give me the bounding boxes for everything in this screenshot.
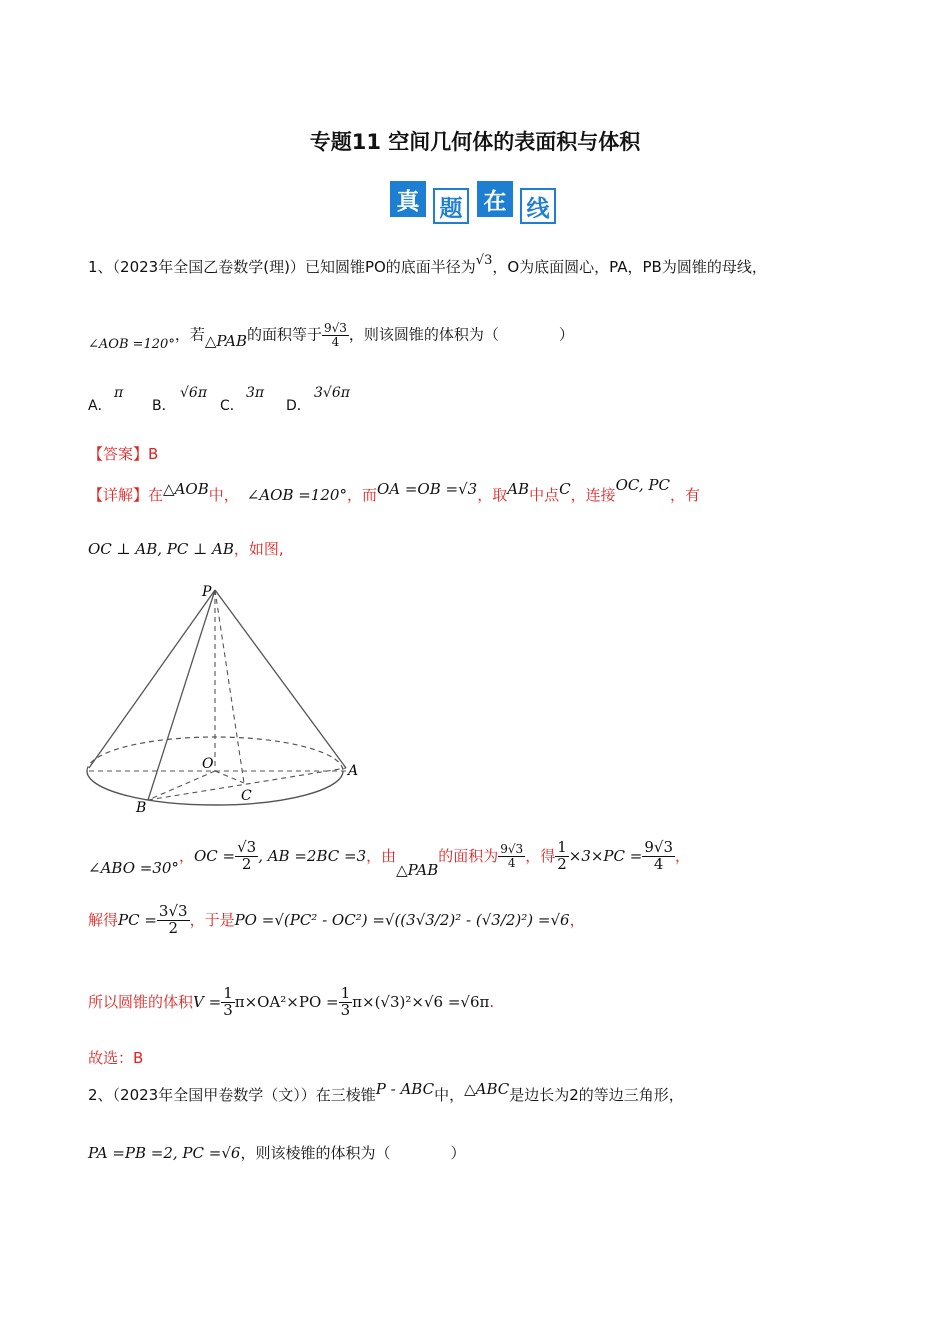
badge-char-1: 真 xyxy=(390,181,426,217)
q1-angle: ∠AOB =120° xyxy=(88,336,175,352)
segment-oc xyxy=(215,771,244,783)
third-num-2: 1 xyxy=(340,984,351,1002)
detail-text: ， xyxy=(569,910,585,929)
q1-text-c: ，若 xyxy=(174,325,205,344)
third-den-2: 3 xyxy=(340,1000,351,1019)
third-fraction-2 xyxy=(339,986,353,1019)
third-fraction-1 xyxy=(221,986,235,1019)
triangle-pab: △PAB xyxy=(396,860,439,879)
result-fraction xyxy=(642,840,675,873)
pc-fraction xyxy=(157,904,190,937)
detail-text: ， xyxy=(178,846,194,865)
detail-line-1 xyxy=(88,476,700,505)
detail-text: 所以圆锥的体积 xyxy=(88,992,194,1011)
result-den: 4 xyxy=(653,854,664,873)
detail-text: ，于是 xyxy=(189,910,235,929)
option-a-value: π xyxy=(114,385,124,401)
pc-num: 3√3 xyxy=(158,902,188,920)
angle-abo: ∠ABO =30° xyxy=(88,858,179,877)
detail-ab: AB xyxy=(507,480,530,498)
label-c: C xyxy=(241,788,252,804)
q2-text-d: ，则该棱锥的体积为（ ） xyxy=(240,1144,466,1162)
oc-equals: OC = xyxy=(193,846,236,865)
area-den: 4 xyxy=(507,855,516,870)
half-den: 2 xyxy=(557,854,567,873)
pc-den: 2 xyxy=(168,918,179,937)
q2-text-c: 是边长为2的等边三角形， xyxy=(509,1086,684,1104)
detail-text: ，有 xyxy=(669,486,700,504)
detail-line-2 xyxy=(88,538,284,559)
detail-text: ，而 xyxy=(346,486,377,504)
oc-frac-num: √3 xyxy=(237,838,257,856)
volume-v: V = xyxy=(193,992,222,1011)
option-a-label[interactable]: A． xyxy=(88,398,112,414)
third-den-1: 3 xyxy=(223,1000,233,1019)
label-a: A xyxy=(348,763,359,779)
q2-number: 2、 xyxy=(88,1086,113,1104)
half-num: 1 xyxy=(557,838,567,856)
segment-pc xyxy=(215,590,244,783)
label-o: O xyxy=(202,756,214,772)
badge-char-2: 题 xyxy=(433,188,469,224)
detail-text: ，取 xyxy=(477,486,508,504)
option-b-label[interactable]: B． xyxy=(152,398,176,414)
q1-text-b: ，O为底面圆心，PA，PB为圆锥的母线， xyxy=(492,258,767,276)
q1-text-a: 已知圆锥PO的底面半径为 xyxy=(304,258,476,276)
detail-text: ，如图, xyxy=(233,540,284,558)
detail-line-3 xyxy=(88,838,691,879)
q2-pyramid: P - ABC xyxy=(375,1080,435,1098)
area-fraction xyxy=(498,843,525,869)
result-num: 9√3 xyxy=(644,838,673,856)
detail-text: ，得 xyxy=(525,846,556,865)
q2-condition: PA =PB =2, PC =√6 xyxy=(88,1144,241,1162)
q2-line-1 xyxy=(88,1080,684,1105)
third-num-1: 1 xyxy=(223,984,233,1002)
pc-equals: PC = xyxy=(118,910,157,929)
option-c-value: 3π xyxy=(246,385,265,401)
q2-text-b: 中， xyxy=(434,1086,465,1104)
detail-text: ，连接 xyxy=(570,486,616,504)
cone-figure xyxy=(84,578,374,818)
q1-triangle: △PAB xyxy=(204,331,247,350)
label-b: B xyxy=(136,800,147,816)
q2-triangle: △ABC xyxy=(464,1080,510,1098)
detail-line-4 xyxy=(88,904,585,937)
detail-text: 的面积为 xyxy=(438,846,499,865)
detail-text: 在 xyxy=(148,486,164,504)
detail-angle-aob: ∠AOB =120° xyxy=(246,486,347,504)
q1-number: 1、 xyxy=(88,258,113,276)
detail-oa-ob: OA =OB =√3 xyxy=(376,480,478,498)
po-equation: PO =√(PC² - OC²) =√((3√3/2)² - (√3/2)²) =√6 xyxy=(234,910,570,929)
answer-tag: 【答案】 xyxy=(88,445,149,463)
detail-text: ， xyxy=(675,846,691,865)
q1-area-fraction xyxy=(322,322,349,348)
detail-line-5 xyxy=(88,986,494,1019)
volume-mid: π×OA²×PO = xyxy=(234,992,339,1011)
detail-text: ，由 xyxy=(366,846,397,865)
label-p: P xyxy=(202,584,212,600)
half-fraction xyxy=(555,840,569,873)
q1-options xyxy=(88,385,848,415)
oc-fraction xyxy=(235,840,258,873)
q1-radius: √3 xyxy=(475,253,493,268)
q1-text-e: ，则该圆锥的体积为（ ） xyxy=(348,325,574,344)
option-d-label[interactable]: D． xyxy=(286,398,311,414)
segment-ob xyxy=(148,771,215,800)
q1-line-2 xyxy=(88,321,574,352)
volume-tail: π×(√3)²×√6 =√6π xyxy=(352,992,490,1011)
detail-triangle-aob: △AOB xyxy=(163,480,209,498)
detail-text: 中， xyxy=(208,486,239,504)
choose-line: 故选：B xyxy=(88,1049,144,1067)
detail-perpendicular: OC ⊥ AB, PC ⊥ AB xyxy=(88,540,234,558)
equation-area: ×3×PC = xyxy=(568,846,643,865)
q2-source: （2023年全国甲卷数学（文）） xyxy=(112,1086,316,1104)
q1-text-d: 的面积等于 xyxy=(246,325,322,344)
q2-text-a: 在三棱锥 xyxy=(315,1086,376,1104)
badge-char-4: 线 xyxy=(520,188,556,224)
detail-c: C xyxy=(559,480,571,498)
answer-line xyxy=(88,443,158,464)
detail-text: 解得 xyxy=(88,910,119,929)
q1-area-den: 4 xyxy=(331,334,340,349)
detail-text: . xyxy=(489,992,495,1011)
badge-char-3: 在 xyxy=(477,181,513,217)
option-d-value: 3√6π xyxy=(314,385,350,401)
oc-frac-den: 2 xyxy=(241,854,252,873)
page-title: 专题11 空间几何体的表面积与体积 xyxy=(309,130,641,154)
q1-line-1 xyxy=(88,253,767,277)
q2-line-2 xyxy=(88,1142,465,1163)
option-b-value: √6π xyxy=(180,385,208,401)
q1-source: （2023年全国乙卷数学(理)） xyxy=(112,258,305,276)
detail-tag: 【详解】 xyxy=(88,486,149,504)
answer-value: B xyxy=(148,445,159,463)
area-num: 9√3 xyxy=(500,842,524,857)
q1-area-num: 9√3 xyxy=(323,321,347,335)
detail-text: 中点 xyxy=(529,486,560,504)
option-c-label[interactable]: C． xyxy=(220,398,244,414)
ab-equals: , AB =2BC =3 xyxy=(258,846,367,865)
detail-oc-pc: OC, PC xyxy=(615,476,670,494)
